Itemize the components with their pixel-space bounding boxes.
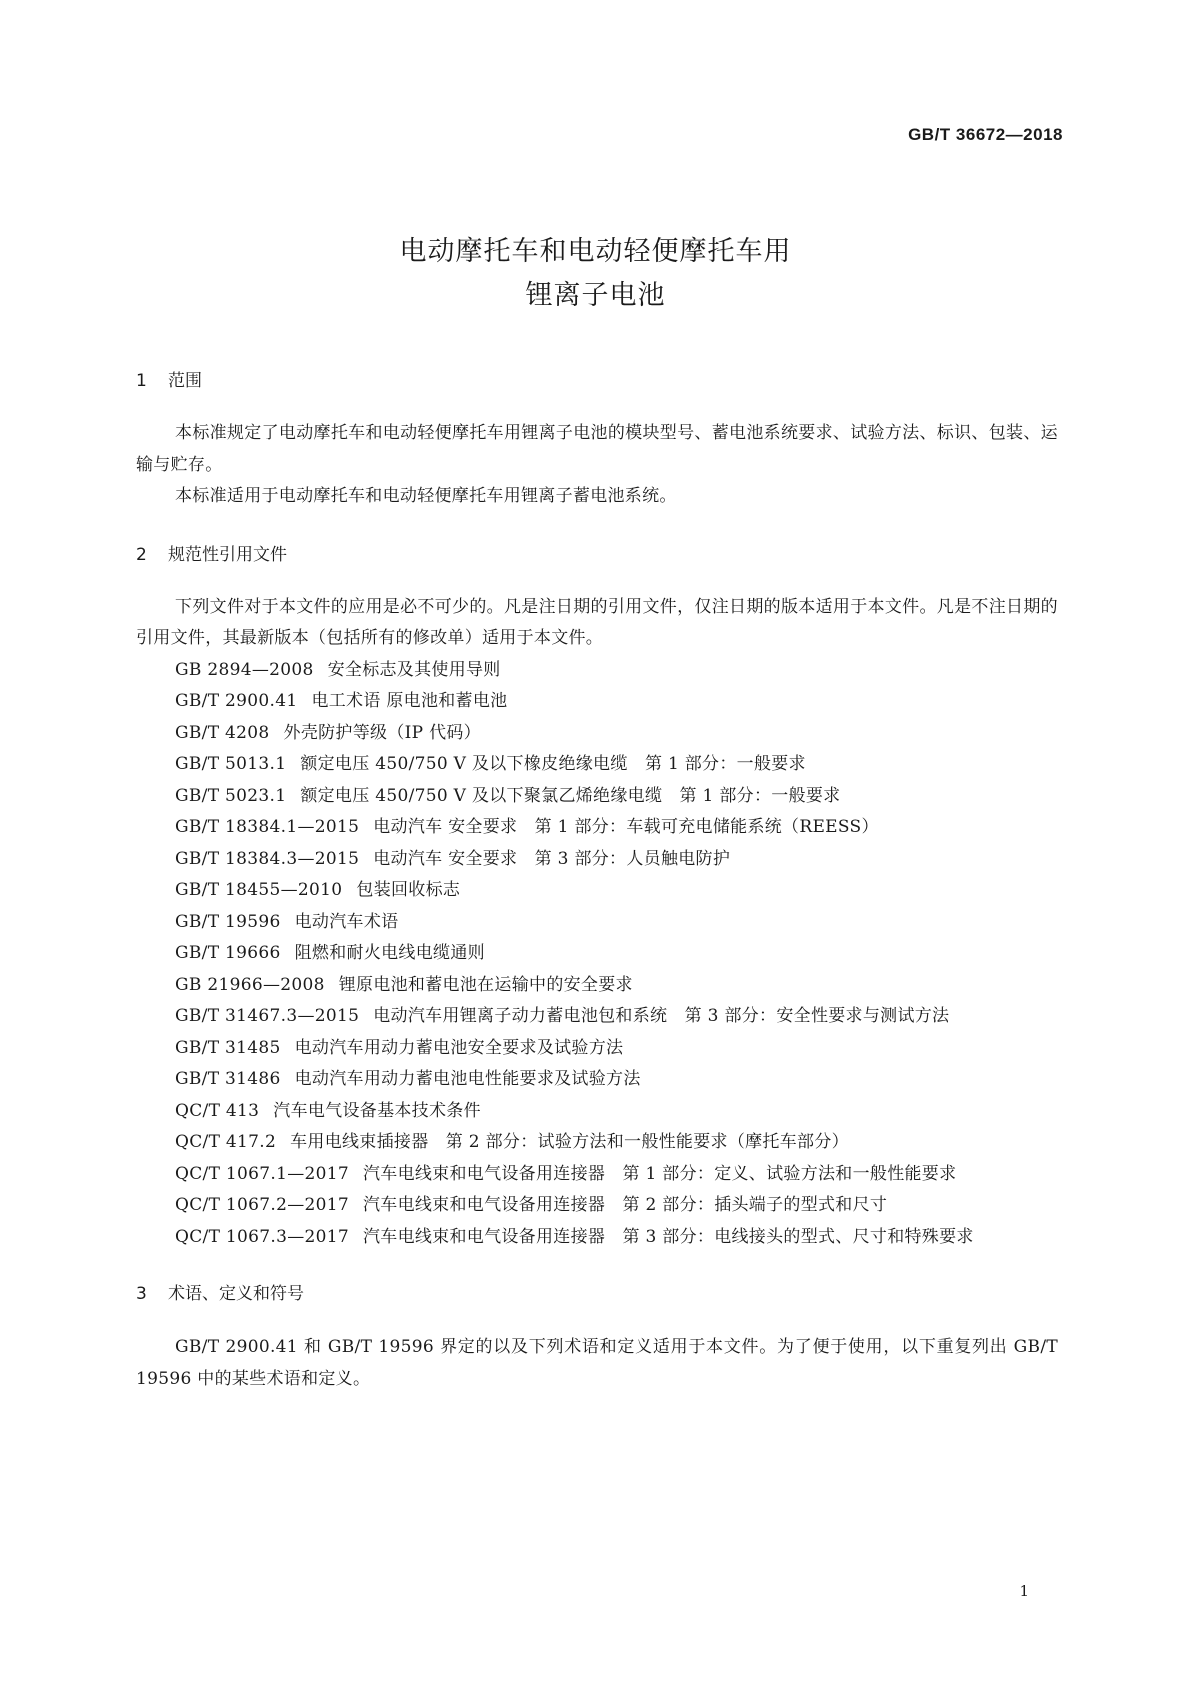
page-number: 1 (1019, 1582, 1029, 1600)
section-title: 术语、定义和符号 (168, 1284, 304, 1304)
reference-title: 汽车电线束和电气设备用连接器 第 3 部分：电线接头的型式、尺寸和特殊要求 (362, 1226, 974, 1247)
reference-code: GB 2894—2008 (175, 659, 314, 680)
reference-item (136, 1222, 1058, 1254)
section-number: 3 (136, 1284, 147, 1304)
document-title (0, 230, 1191, 318)
reference-code: GB/T 31485 (175, 1037, 281, 1058)
reference-code: GB/T 4208 (175, 722, 270, 743)
paragraph: 本标准规定了电动摩托车和电动轻便摩托车用锂离子电池的模块型号、蓄电池系统要求、试验方法、标识、包装、运输与贮存。 (136, 423, 1058, 475)
reference-title: 额定电压 450/750 V 及以下聚氯乙烯绝缘电缆 第 1 部分：一般要求 (300, 785, 841, 806)
reference-title: 电动汽车术语 (294, 911, 399, 932)
reference-code: GB/T 19596 (175, 911, 281, 932)
reference-code: GB/T 18384.1—2015 (175, 817, 360, 837)
reference-code: GB/T 5013.1 (175, 754, 287, 774)
reference-item (136, 1159, 1058, 1191)
reference-title: 电动汽车用动力蓄电池电性能要求及试验方法 (294, 1069, 641, 1089)
document-title-line-1: 电动摩托车和电动轻便摩托车用 (399, 236, 792, 267)
reference-item (136, 907, 1058, 939)
paragraph: GB/T 2900.41 和 GB/T 19596 界定的以及下列术语和定义适用于本文件。为了便于使用，以下重复列出 GB/T 19596 中的某些术语和定义。 (136, 1337, 1058, 1389)
reference-item (136, 749, 1058, 781)
reference-title: 汽车电气设备基本技术条件 (273, 1100, 481, 1121)
paragraph: 本标准适用于电动摩托车和电动轻便摩托车用锂离子蓄电池系统。 (175, 486, 677, 506)
reference-item (136, 875, 1058, 907)
reference-list (136, 655, 1058, 1254)
section-title: 范围 (168, 371, 202, 391)
reference-item (136, 1096, 1058, 1128)
reference-code: QC/T 1067.1—2017 (175, 1163, 349, 1184)
reference-item (136, 718, 1058, 750)
section-heading-terms (136, 1283, 1058, 1305)
reference-title: 电动汽车 安全要求 第 3 部分：人员触电防护 (373, 848, 731, 869)
reference-code: GB/T 31486 (175, 1069, 281, 1089)
reference-code: QC/T 1067.2—2017 (175, 1195, 349, 1215)
reference-title: 汽车电线束和电气设备用连接器 第 2 部分：插头端子的型式和尺寸 (362, 1195, 888, 1215)
reference-item (136, 844, 1058, 876)
reference-title: 电动汽车用动力蓄电池安全要求及试验方法 (294, 1037, 624, 1058)
paragraph: 下列文件对于本文件的应用是必不可少的。凡是注日期的引用文件，仅注日期的版本适用于本文件。凡是不注日期的引用文件，其最新版本（包括所有的修改单）适用于本文件。 (136, 596, 1058, 648)
reference-item (136, 1033, 1058, 1065)
reference-code: GB/T 19666 (175, 943, 281, 963)
reference-code: GB/T 31467.3—2015 (175, 1006, 360, 1026)
reference-title: 电动汽车 安全要求 第 1 部分：车载可充电储能系统（REESS） (373, 817, 879, 837)
reference-item (136, 812, 1058, 844)
reference-code: GB/T 18455—2010 (175, 880, 343, 900)
section-number: 1 (136, 371, 147, 391)
reference-title: 电工术语 原电池和蓄电池 (311, 691, 508, 711)
document-title-line-2: 锂离子电池 (525, 280, 666, 311)
reference-title: 包装回收标志 (356, 880, 461, 900)
reference-code: QC/T 413 (175, 1100, 260, 1121)
reference-item (136, 655, 1058, 687)
reference-title: 安全标志及其使用导则 (327, 659, 501, 680)
reference-title: 电动汽车用锂离子动力蓄电池包和系统 第 3 部分：安全性要求与测试方法 (373, 1006, 950, 1026)
reference-item (136, 1001, 1058, 1033)
section-number: 2 (136, 544, 147, 565)
reference-item (136, 970, 1058, 1002)
reference-code: QC/T 417.2 (175, 1132, 277, 1152)
document-body (136, 370, 1058, 1395)
reference-item (136, 781, 1058, 813)
reference-title: 阻燃和耐火电线电缆通则 (294, 943, 485, 963)
standard-code: GB/T 36672—2018 (908, 125, 1063, 144)
reference-item (136, 938, 1058, 970)
reference-title: 车用电线束插接器 第 2 部分：试验方法和一般性能要求（摩托车部分） (290, 1132, 849, 1152)
reference-item (136, 1127, 1058, 1159)
reference-item (136, 686, 1058, 718)
reference-code: GB/T 5023.1 (175, 785, 287, 806)
reference-title: 外壳防护等级（IP 代码） (283, 722, 481, 743)
reference-code: GB/T 18384.3—2015 (175, 848, 360, 869)
reference-code: GB 21966—2008 (175, 974, 325, 995)
reference-item (136, 1190, 1058, 1222)
reference-code: QC/T 1067.3—2017 (175, 1226, 349, 1247)
section-heading-scope (136, 370, 1058, 392)
section-title: 规范性引用文件 (168, 544, 287, 565)
reference-title: 汽车电线束和电气设备用连接器 第 1 部分：定义、试验方法和一般性能要求 (362, 1163, 957, 1184)
reference-code: GB/T 2900.41 (175, 691, 298, 711)
section-heading-normative-references (136, 544, 1058, 566)
reference-item (136, 1064, 1058, 1096)
reference-title: 锂原电池和蓄电池在运输中的安全要求 (338, 974, 633, 995)
reference-title: 额定电压 450/750 V 及以下橡皮绝缘电缆 第 1 部分：一般要求 (300, 754, 806, 774)
